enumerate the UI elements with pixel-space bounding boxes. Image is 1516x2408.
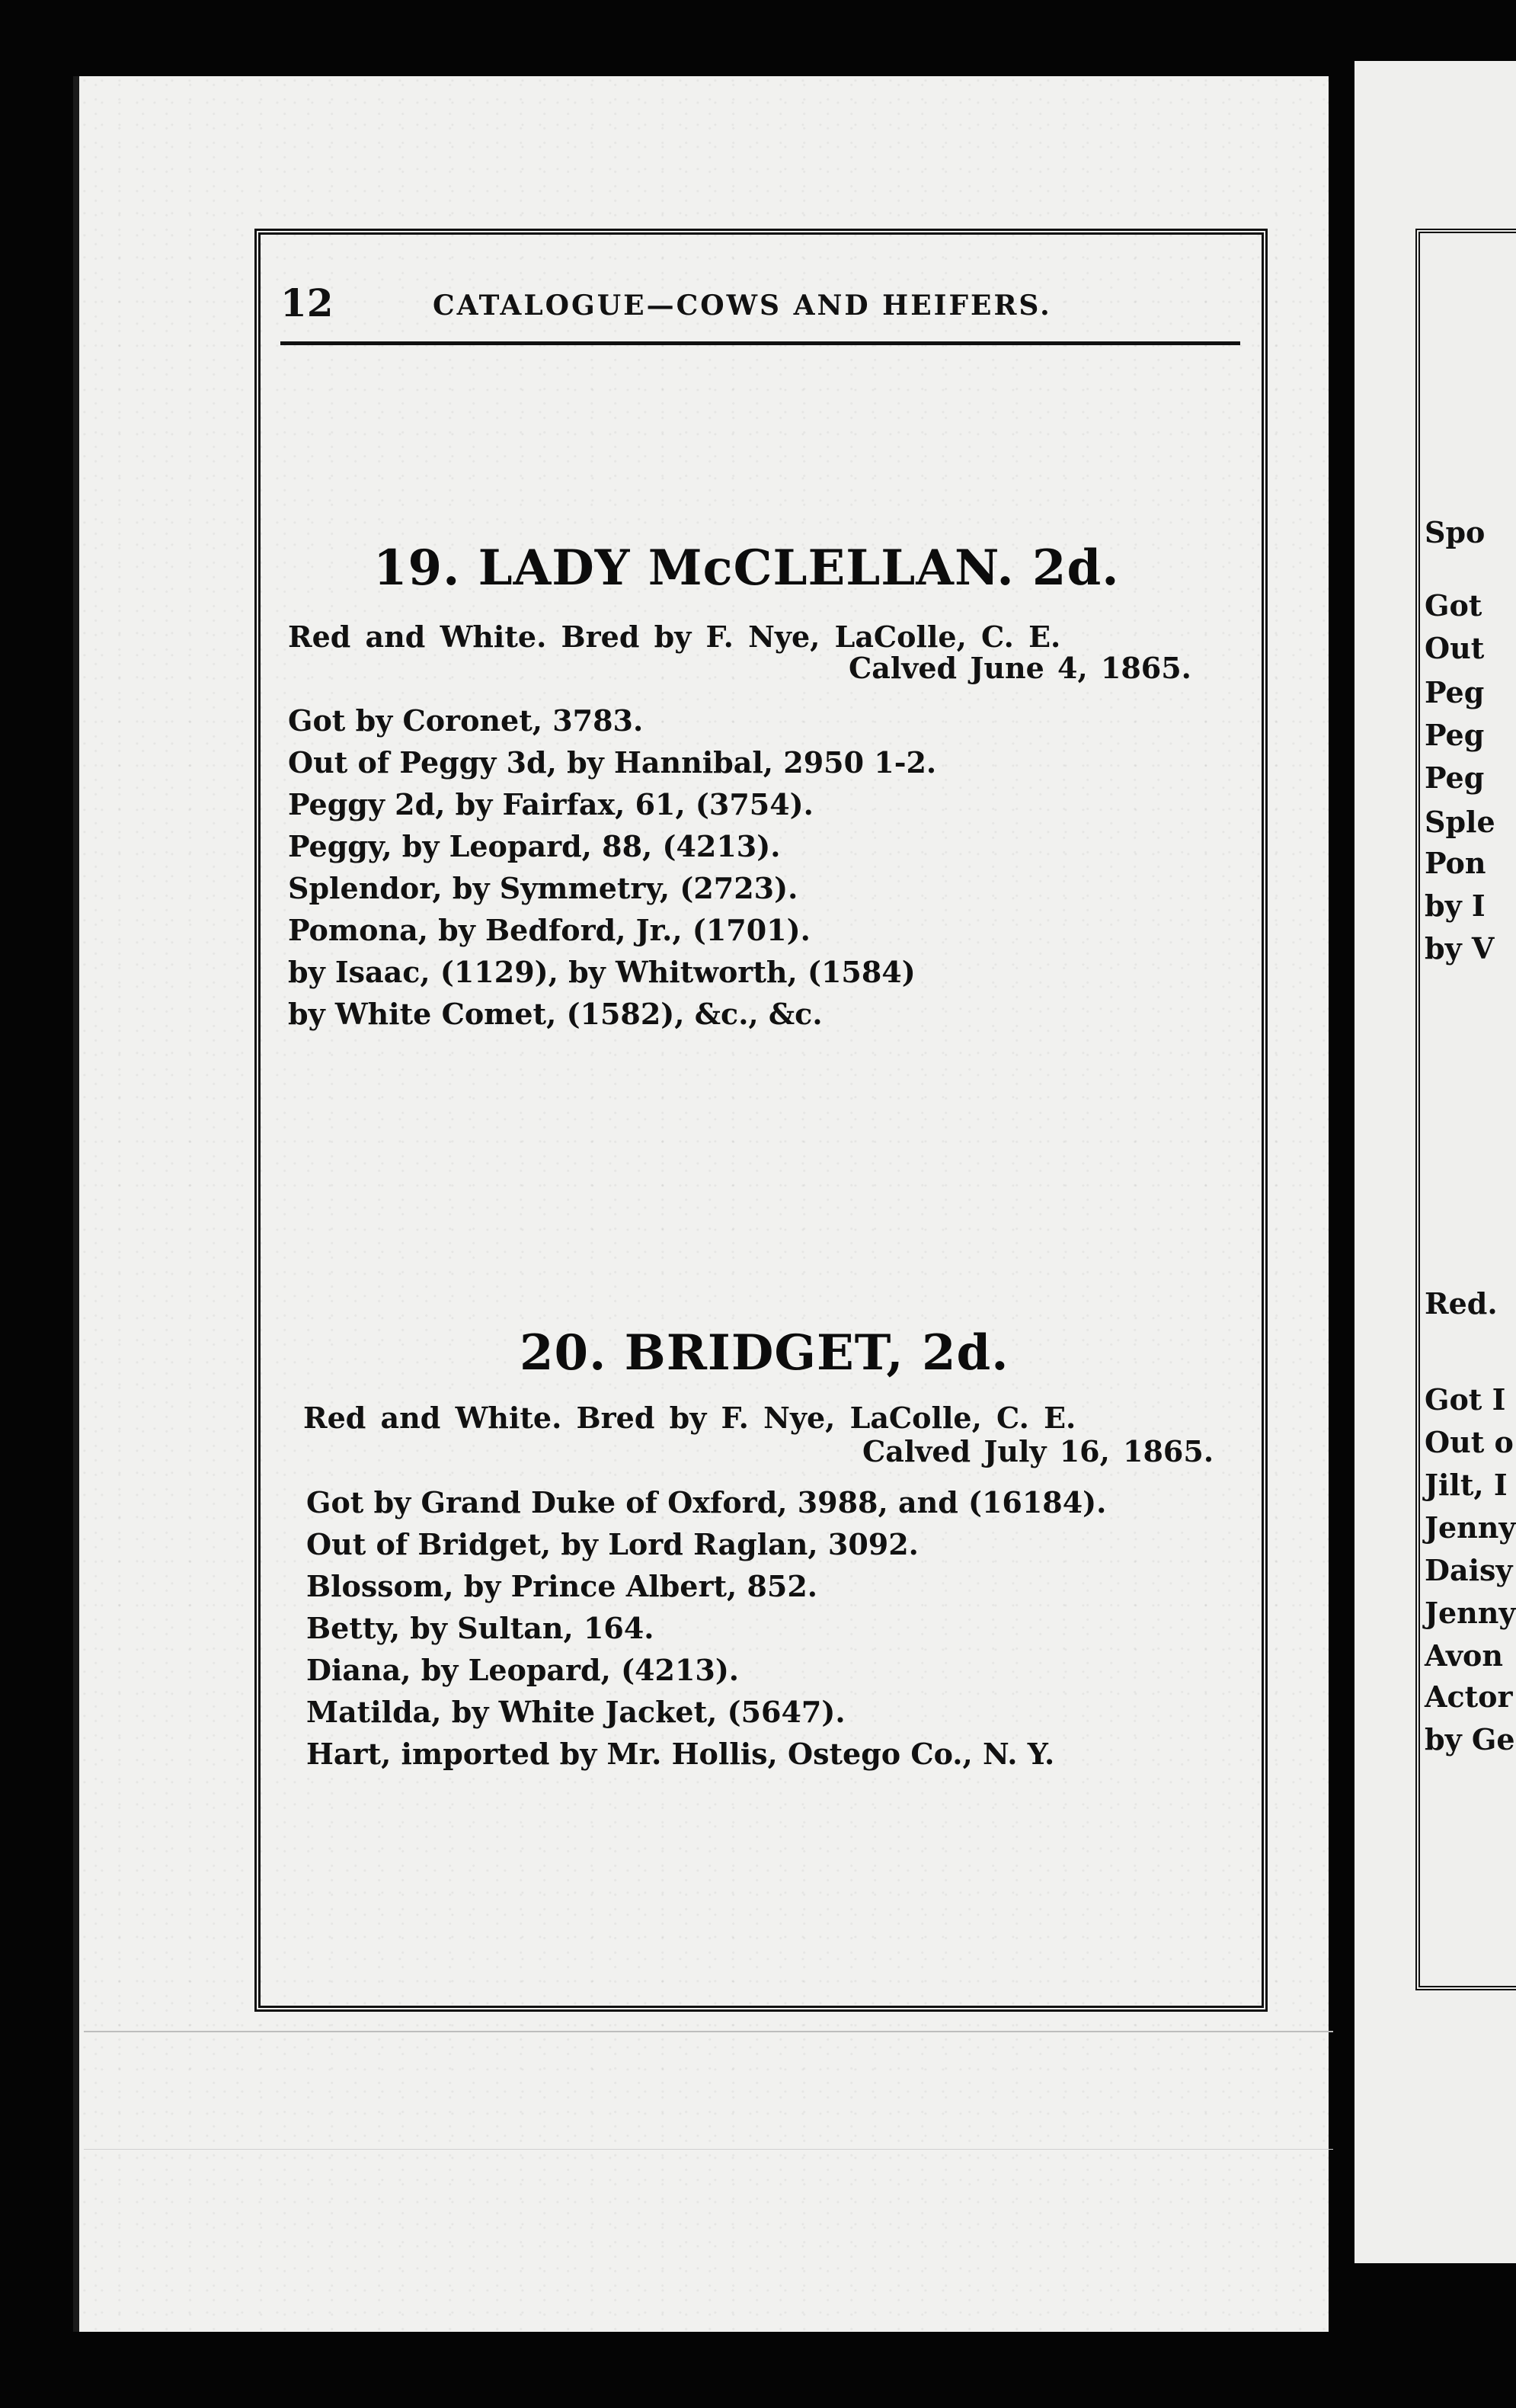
pedigree-line: Got by Coronet, 3783. [288,703,644,738]
facing-page-line: Actor [1425,1680,1513,1714]
pedigree-line: Out of Peggy 3d, by Hannibal, 2950 1-2. [288,745,937,780]
facing-page-line: Avon [1425,1638,1503,1673]
scan-line [84,2031,1333,2032]
entry-description: Red and White. Bred by F. Nye, LaColle, C. E. [303,1401,1076,1435]
facing-page-fragment [1354,61,1516,2263]
facing-page-line: by I [1425,889,1486,923]
pedigree-line: Hart, imported by Mr. Hollis, Ostego Co., N. Y. [306,1737,1055,1771]
facing-page-line: Peg [1425,675,1485,709]
scan-line [84,2149,1333,2150]
facing-page-line: Peg [1425,761,1485,795]
pedigree-line: Betty, by Sultan, 164. [306,1611,654,1645]
pedigree-line: by Isaac, (1129), by Whitworth, (1584) [288,955,916,989]
entry-calved-date: Calved June 4, 1865. [849,651,1191,685]
pedigree-list [288,700,936,1035]
pedigree-line: Out of Bridget, by Lord Raglan, 3092. [306,1527,919,1561]
facing-page-line: Red. [1425,1286,1498,1321]
facing-page-line: Jenny [1425,1596,1516,1630]
facing-page-line: Got [1425,588,1482,623]
pedigree-line: Blossom, by Prince Albert, 852. [306,1569,818,1603]
running-head: CATALOGUE—COWS AND HEIFERS. [433,290,1052,322]
pedigree-line: by White Comet, (1582), &c., &c. [288,997,823,1031]
facing-page-line: Pon [1425,846,1486,880]
pedigree-line: Pomona, by Bedford, Jr., (1701). [288,913,811,947]
facing-page-line: Out o [1425,1425,1514,1459]
facing-page-line: by V [1425,931,1495,965]
pedigree-line: Matilda, by White Jacket, (5647). [306,1695,846,1729]
facing-page-line: Jenny [1425,1510,1516,1545]
entry-title: 20. BRIDGET, 2d. [520,1324,1009,1382]
pedigree-line: Peggy 2d, by Fairfax, 61, (3754). [288,787,814,821]
facing-page-line: Jilt, I [1425,1468,1508,1502]
entry-description: Red and White. Bred by F. Nye, LaColle, C. E. [288,620,1061,654]
page-header [280,280,1240,345]
pedigree-list [306,1481,1106,1775]
facing-page-line: Sple [1425,805,1495,839]
facing-page-line: Spo [1425,515,1486,549]
page-number: 12 [280,280,334,325]
facing-page-line: Daisy [1425,1553,1513,1587]
facing-page-line: Got I [1425,1382,1506,1417]
facing-page-line: by Ge [1425,1722,1515,1756]
facing-page-line: Out [1425,631,1485,665]
pedigree-line: Got by Grand Duke of Oxford, 3988, and (16184). [306,1485,1107,1519]
entry-title: 19. LADY McCLELLAN. 2d. [373,540,1120,597]
catalogue-frame [254,229,1268,2012]
facing-page-line: Peg [1425,718,1485,752]
entry-calved-date: Calved July 16, 1865. [862,1434,1214,1468]
pedigree-line: Peggy, by Leopard, 88, (4213). [288,829,781,863]
pedigree-line: Splendor, by Symmetry, (2723). [288,871,798,905]
pedigree-line: Diana, by Leopard, (4213). [306,1653,740,1687]
